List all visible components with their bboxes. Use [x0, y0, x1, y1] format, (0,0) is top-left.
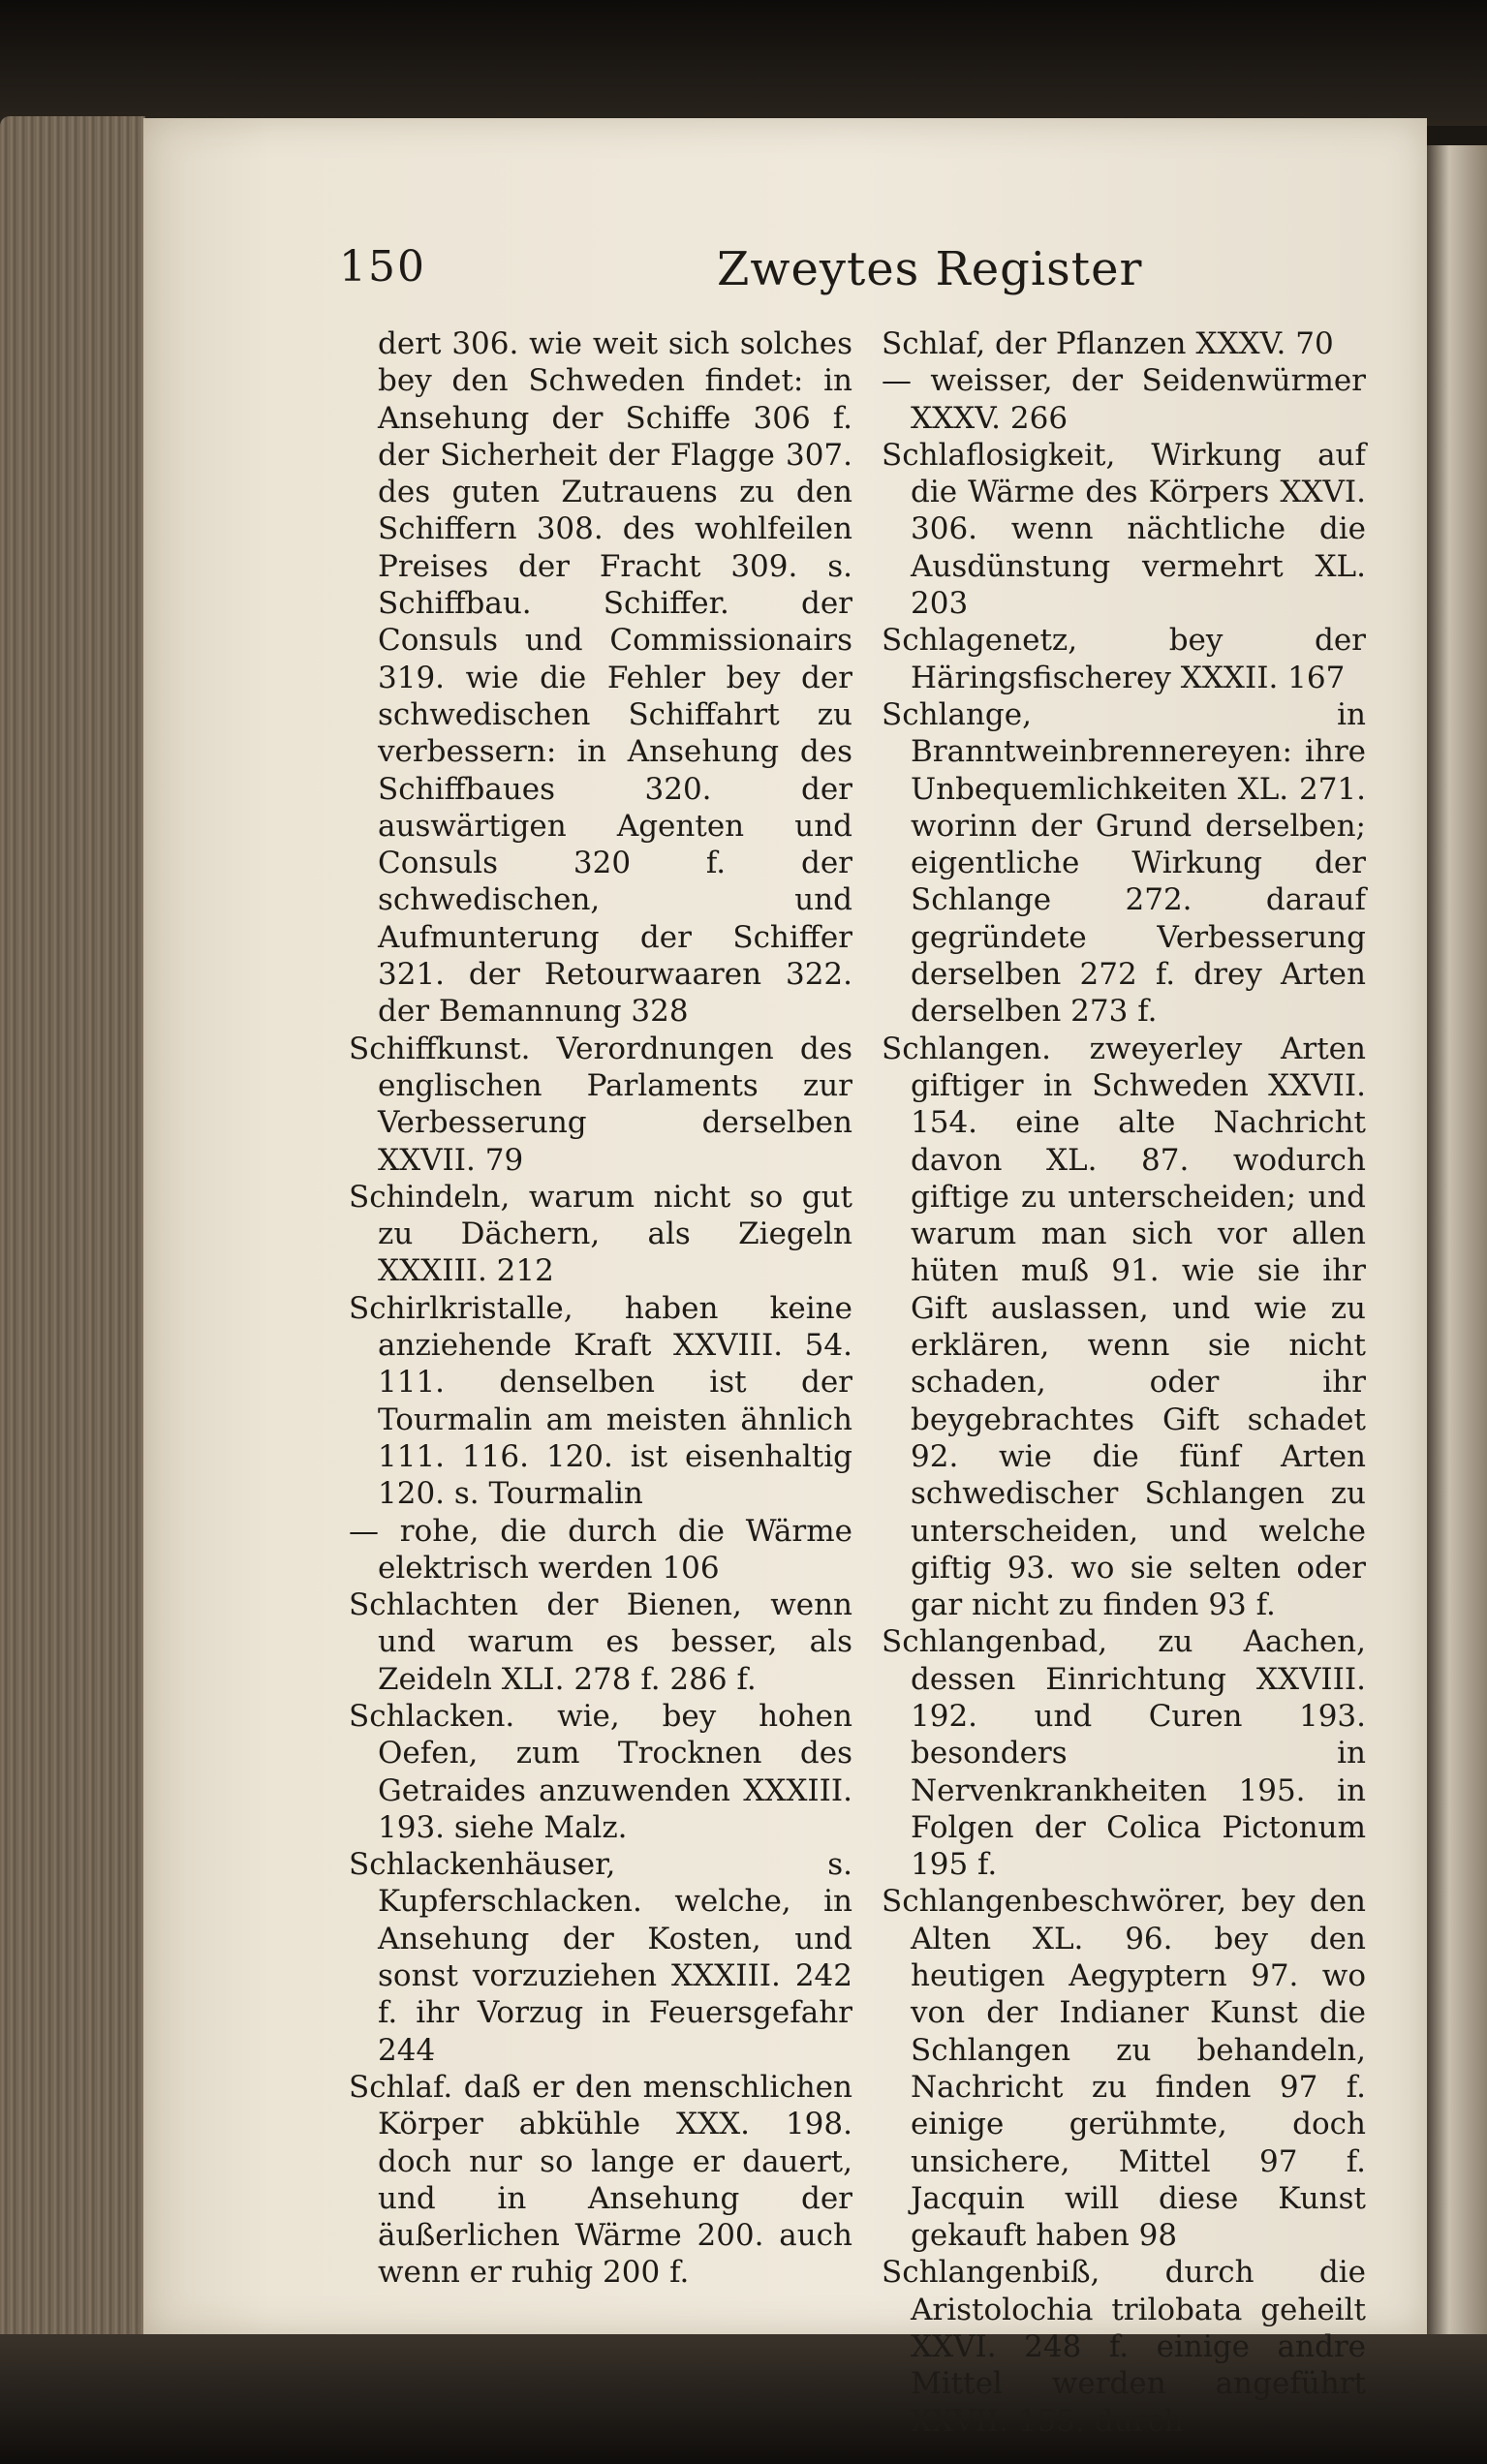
index-entry: Schlaflosigkeit, Wirkung auf die Wärme des Körpers XXVI. 306. wenn nächtliche die Ausdünstung vermehrt XL. 203: [882, 437, 1366, 622]
index-entry: Schindeln, warum nicht so gut zu Dächern, als Ziegeln XXXIII. 212: [349, 1179, 852, 1289]
index-entry: Schlagenetz, bey der Häringsfischerey XXXII. 167: [882, 623, 1366, 695]
index-entry: Schlangenbad, zu Aachen, dessen Einrichtung XXVIII. 192. und Curen 193. besonders in Nervenkrankheiten 195. in Folgen der Colica Pictonum 195 f.: [882, 1624, 1366, 1883]
index-entry: — weisser, der Seidenwürmer XXXV. 266: [882, 363, 1366, 436]
index-entry: Schlangenbiß, durch die Aristolochia trilobata geheilt XXVI. 248 f. einige andre Mittel werden angeführt XXVII. 155. durch: [882, 2255, 1366, 2439]
index-entry: Schlacken. wie, bey hohen Oefen, zum Trocknen des Getraides anzuwenden XXXIII. 193. siehe Malz.: [349, 1698, 852, 1845]
right-column: [882, 325, 1366, 2440]
background-top: [0, 0, 1487, 126]
page-header: [339, 242, 1143, 310]
running-title: Zweytes Register: [717, 242, 1143, 296]
index-entry: — rohe, die durch die Wärme elektrisch werden 106: [349, 1513, 852, 1586]
index-entry: dert 306. wie weit sich solches bey den Schweden findet: in Ansehung der Schiffe 306 f. der Sicherheit der Flagge 307. des guten Zutrauens zu den Schiffern 308. des wohlfeilen Preises der Fracht 309. s. Schiffbau. Schiffer. der Consuls und Commissionairs 319. wie die Fehler bey der schwedischen Schiffahrt zu verbessern: in Ansehung des Schiffbaues 320. der auswärtigen Agenten und Consuls 320 f. der schwedischen, und Aufmunterung der Schiffer 321. der Retourwaaren 322. der Bemannung 328: [378, 326, 852, 1030]
index-entry: Schlange, in Branntweinbrennereyen: ihre Unbequemlichkeiten XL. 271. worinn der Grund derselben; eigentliche Wirkung der Schlange 272. darauf gegründete Verbesserung derselben 272 f. drey Arten derselben 273 f.: [882, 696, 1366, 1030]
page-edges-right: [1424, 145, 1487, 2354]
index-entry: Schlaf, der Pflanzen XXXV. 70: [882, 326, 1334, 361]
index-entry: Schlachten der Bienen, wenn und warum es besser, als Zeideln XLI. 278 f. 286 f.: [349, 1587, 852, 1697]
index-entry: Schlangen. zweyerley Arten giftiger in Schweden XXVII. 154. eine alte Nachricht davon XL. 87. wodurch giftige zu unterscheiden; und warum man sich vor allen hüten muß 91. wie sie ihr Gift auslassen, und wie zu erklären, wenn sie nicht schaden, oder ihr beygebrachtes Gift schadet 92. wie die fünf Arten schwedischer Schlangen zu unterscheiden, und welche giftig 93. wo sie selten oder gar nicht zu finden 93 f.: [882, 1031, 1366, 1623]
index-entry: Schiffkunst. Verordnungen des englischen Parlaments zur Verbesserung derselben XXVII. 79: [349, 1031, 852, 1178]
page-number: 150: [339, 242, 426, 292]
index-entry: Schirlkristalle, haben keine anziehende Kraft XXVIII. 54. 111. denselben ist der Tourmalin am meisten ähnlich 111. 116. 120. ist eisenhaltig 120. s. Tourmalin: [349, 1290, 852, 1512]
index-entry: Schlackenhäuser, s. Kupferschlacken. welche, in Ansehung der Kosten, und sonst vorzuziehen XXXIII. 242 f. ihr Vorzug in Feuersgefahr 244: [349, 1847, 852, 2068]
left-column: [349, 325, 852, 2292]
index-entry: Schlaf. daß er den menschlichen Körper abkühle XXX. 198. doch nur so lange er dauert, und in Ansehung der äußerlichen Wärme 200. auch wenn er ruhig 200 f.: [349, 2069, 852, 2291]
page-edges-left: [0, 116, 145, 2354]
index-entry: Schlangenbeschwörer, bey den Alten XL. 96. bey den heutigen Aegyptern 97. wo von der Indianer Kunst die Schlangen zu behandeln, Nachricht zu finden 97 f. einige gerühmte, doch unsichere, Mittel 97 f. Jacquin will diese Kunst gekauft haben 98: [882, 1884, 1366, 2254]
